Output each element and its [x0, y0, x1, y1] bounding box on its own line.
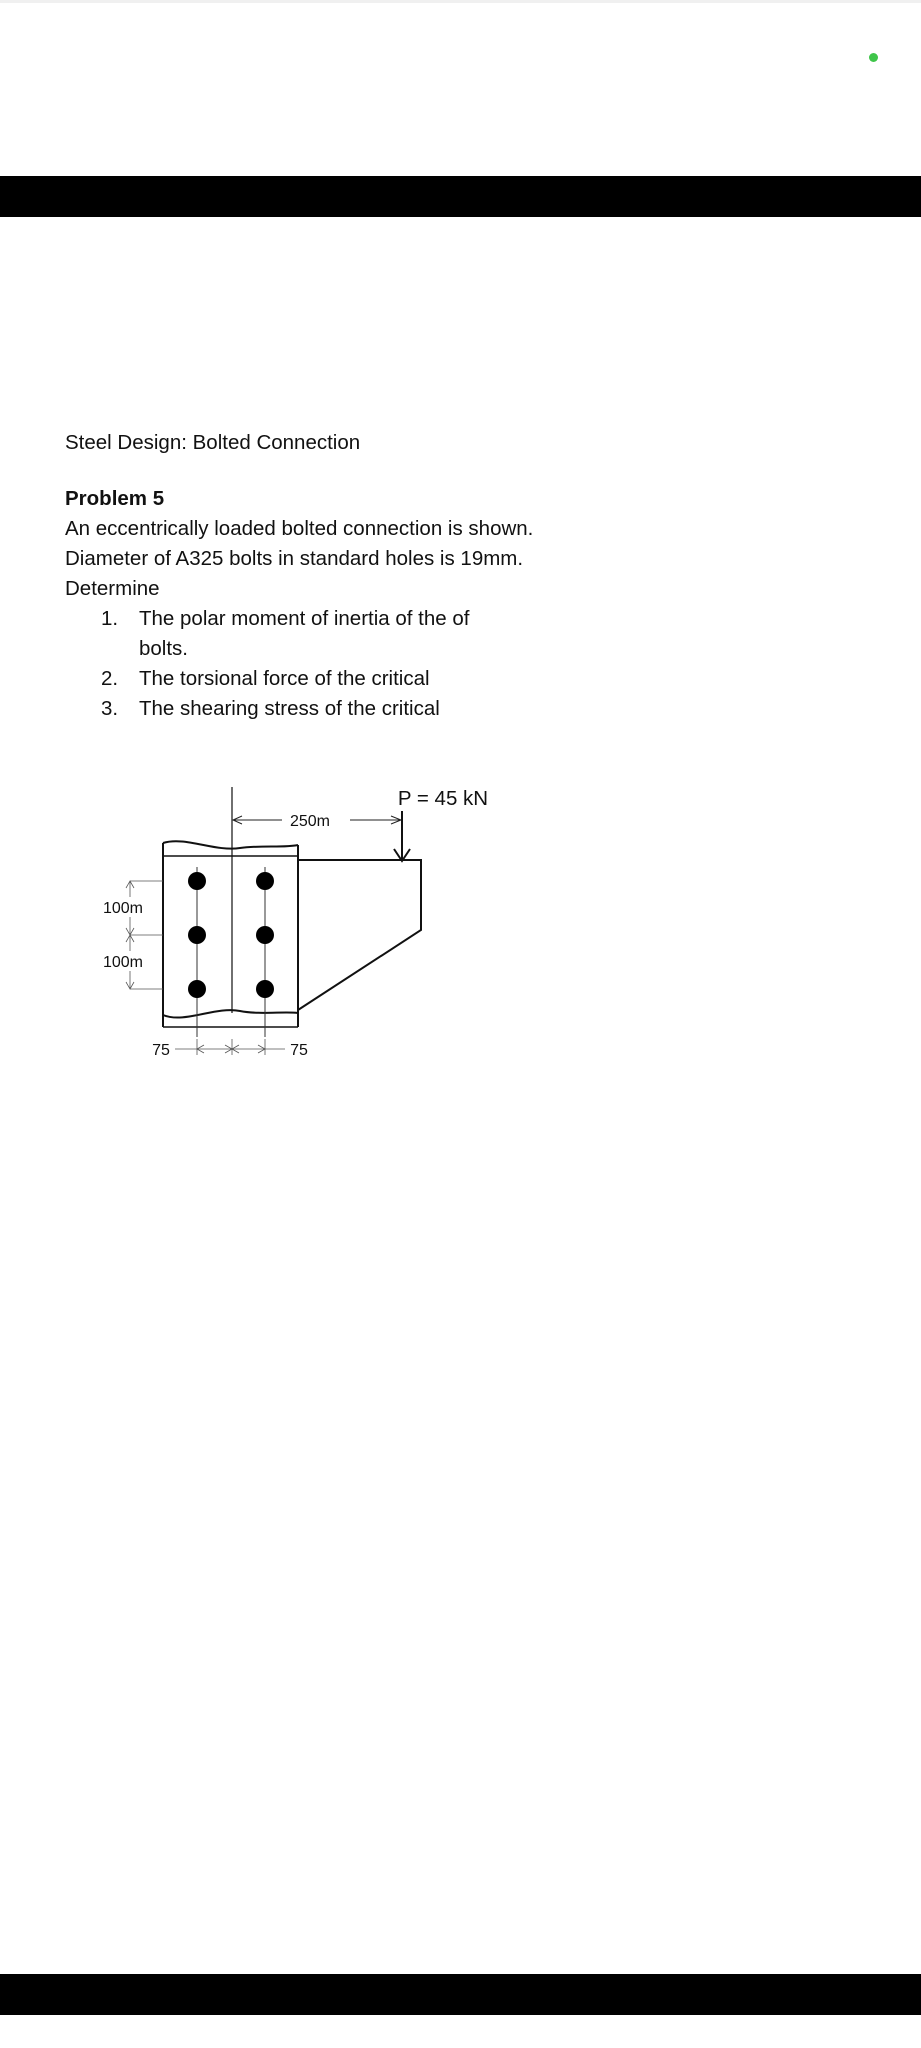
question-number: 3.: [101, 697, 119, 720]
list-item: [65, 694, 499, 724]
question-number: 2.: [101, 667, 119, 690]
edge-right-label: 75: [290, 1042, 308, 1059]
bolt: [256, 872, 274, 890]
question-number: 1.: [101, 607, 119, 630]
question-text: The shearing stress of the critical: [139, 697, 440, 720]
column-top-break: [163, 841, 298, 848]
edge-left-label: 75: [152, 1042, 170, 1059]
top-black-bar: [0, 176, 921, 217]
top-strip: [0, 0, 921, 3]
column-bottom-break: [163, 1010, 298, 1017]
problem-statement: An eccentrically loaded bolted connection is shown. Diameter of A325 bolts in standard holes is 19mm. Determine: [65, 517, 534, 600]
list-item: [65, 664, 499, 694]
bracket-plate: [298, 860, 421, 1010]
bolt: [188, 872, 206, 890]
question-text: The torsional force of the critical: [139, 667, 430, 690]
bolt: [188, 980, 206, 998]
bolt: [188, 926, 206, 944]
question-text: The polar moment of inertia of the of bolts.: [139, 607, 470, 660]
spacing-lower-label: 100m: [102, 954, 144, 971]
connection-diagram-svg: [0, 775, 520, 1075]
eccentricity-label: 250m: [289, 813, 331, 830]
bolt: [256, 926, 274, 944]
problem-document: [65, 428, 625, 724]
problem-heading: Problem 5: [65, 487, 165, 510]
bottom-black-bar: [0, 1974, 921, 2015]
spacing-upper-label: 100m: [102, 900, 144, 917]
status-dot-icon: [869, 53, 878, 62]
document-subject: Steel Design: Bolted Connection: [65, 431, 361, 454]
bolt: [256, 980, 274, 998]
connection-diagram: [0, 775, 520, 1075]
question-list: [65, 604, 625, 724]
load-label: P = 45 kN: [397, 787, 489, 810]
list-item: [65, 604, 499, 664]
